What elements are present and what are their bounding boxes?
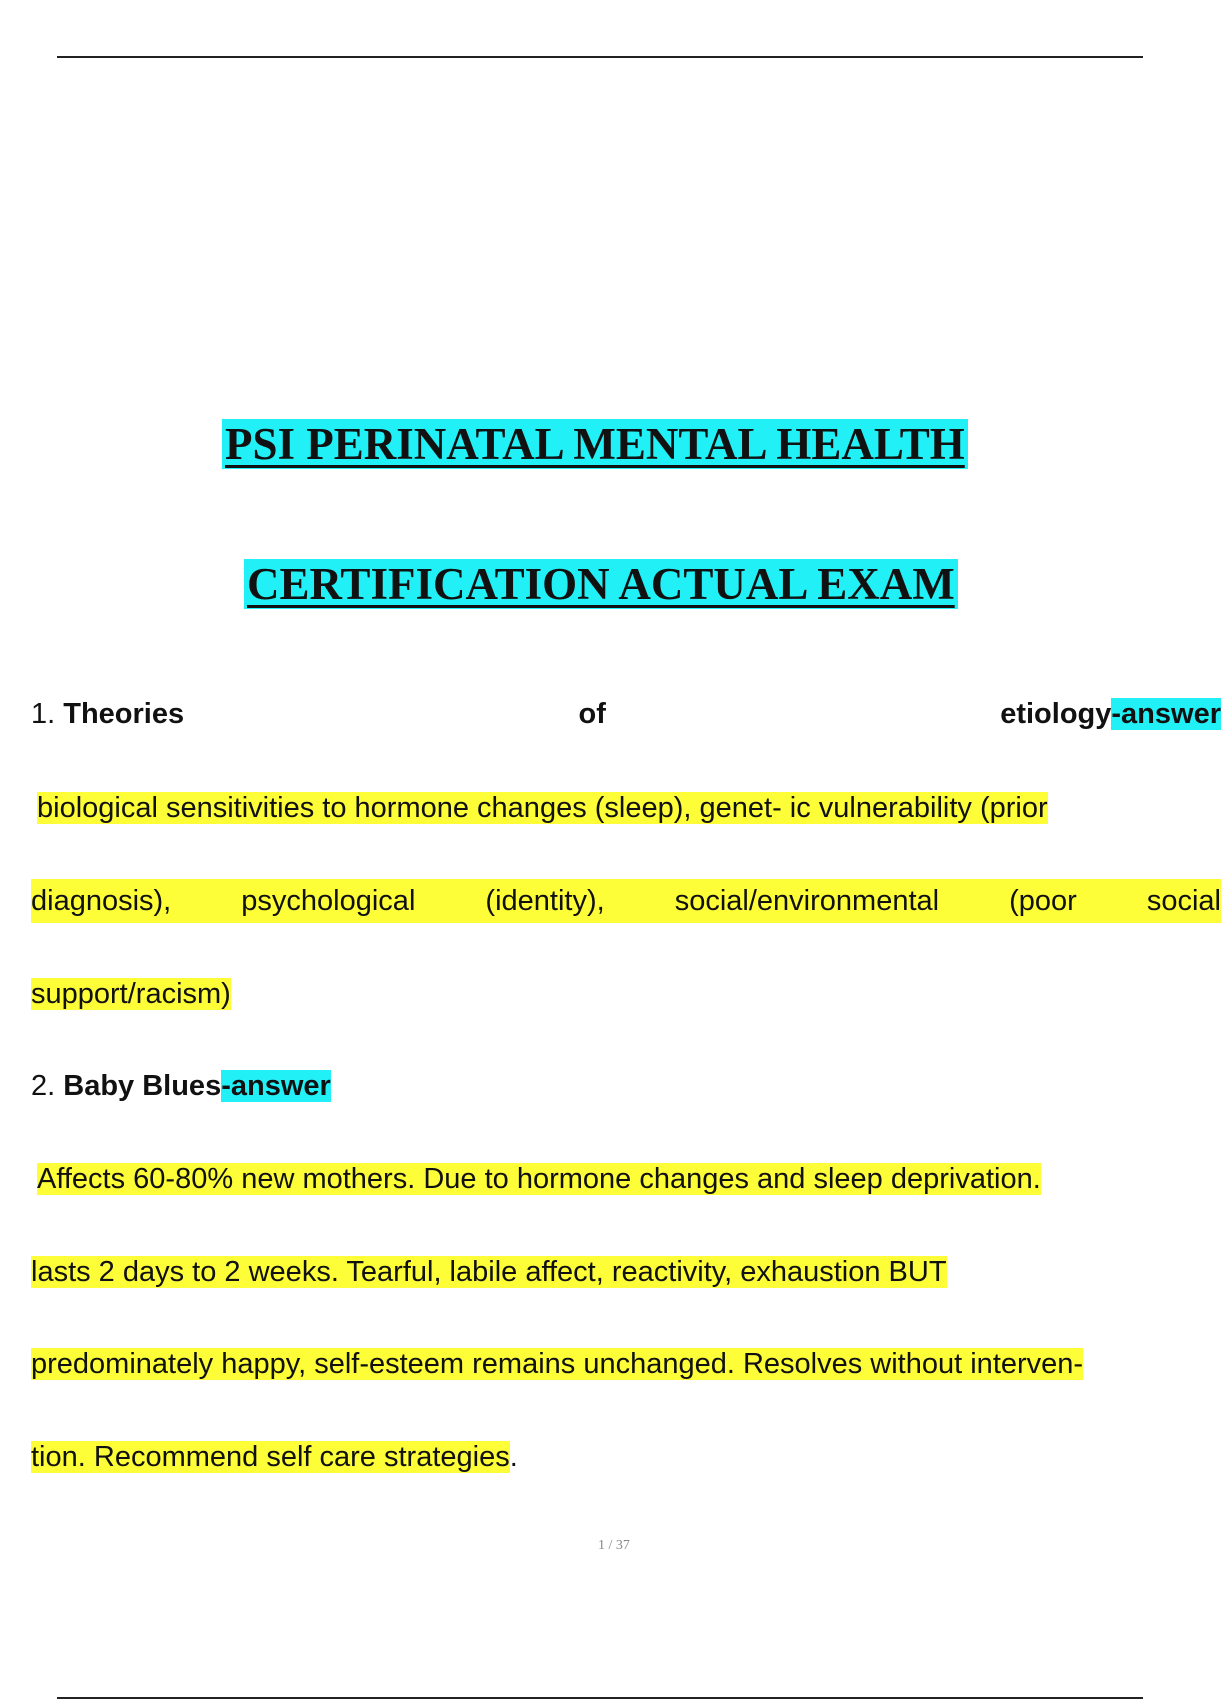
top-rule bbox=[57, 56, 1143, 58]
question-1-term-word-2: of bbox=[578, 698, 606, 730]
question-1-right bbox=[1000, 692, 1221, 736]
exam-title-line-2 bbox=[244, 556, 958, 612]
exam-title-line-1 bbox=[222, 416, 968, 472]
answer-word: diagnosis), bbox=[31, 885, 172, 917]
question-2-trailing-period: . bbox=[509, 1441, 518, 1473]
question-2-answer-line-1 bbox=[37, 1157, 1041, 1201]
question-1-answer-line-3-text: support/racism) bbox=[31, 978, 231, 1010]
question-2-term: Baby Blues bbox=[63, 1070, 222, 1102]
exam-title-line-2-text: CERTIFICATION ACTUAL EXAM bbox=[244, 559, 958, 609]
question-1-answer-line-1-text: biological sensitivities to hormone changes (sleep), genet- ic vulnerability (prior bbox=[37, 792, 1048, 824]
answer-word: (poor bbox=[1009, 885, 1077, 917]
question-1-heading bbox=[31, 692, 1221, 736]
question-1-answer-line-3 bbox=[31, 972, 231, 1016]
question-2-answer-line-1-text: Affects 60-80% new mothers. Due to hormone changes and sleep deprivation. bbox=[37, 1163, 1041, 1195]
question-2-answer-line-3 bbox=[31, 1342, 1083, 1386]
question-2-answer-line-2 bbox=[31, 1250, 947, 1294]
answer-word: psychological bbox=[241, 885, 416, 917]
question-1-number: 1. bbox=[31, 698, 56, 730]
question-1-term-word-1: Theories bbox=[63, 698, 185, 730]
question-2-heading bbox=[31, 1064, 331, 1108]
question-2-number: 2. bbox=[31, 1070, 56, 1102]
question-2-answer-line-4 bbox=[31, 1435, 518, 1479]
bottom-rule bbox=[57, 1697, 1143, 1699]
question-2-answer-line-3-text: predominately happy, self-esteem remains unchanged. Resolves without interven- bbox=[31, 1348, 1084, 1380]
question-1-answer-line-2 bbox=[31, 879, 1221, 923]
exam-title-line-1-text: PSI PERINATAL MENTAL HEALTH bbox=[222, 419, 968, 469]
question-2-answer-line-2-text: lasts 2 days to 2 weeks. Tearful, labile affect, reactivity, exhaustion BUT bbox=[31, 1256, 947, 1288]
answer-word: (identity), bbox=[485, 885, 605, 917]
question-2-answer-tag: -answer bbox=[221, 1070, 331, 1102]
question-1-left bbox=[31, 692, 184, 736]
question-1-answer-line-1 bbox=[37, 786, 1048, 830]
answer-word: social/environmental bbox=[674, 885, 940, 917]
page-number: 1 / 37 bbox=[598, 1538, 630, 1553]
answer-word: social bbox=[1146, 885, 1221, 917]
question-2-answer-line-4-text: tion. Recommend self care strategies bbox=[31, 1441, 510, 1473]
question-1-term-word-3: etiology bbox=[1000, 698, 1112, 730]
question-1-answer-tag: -answer bbox=[1111, 698, 1221, 730]
